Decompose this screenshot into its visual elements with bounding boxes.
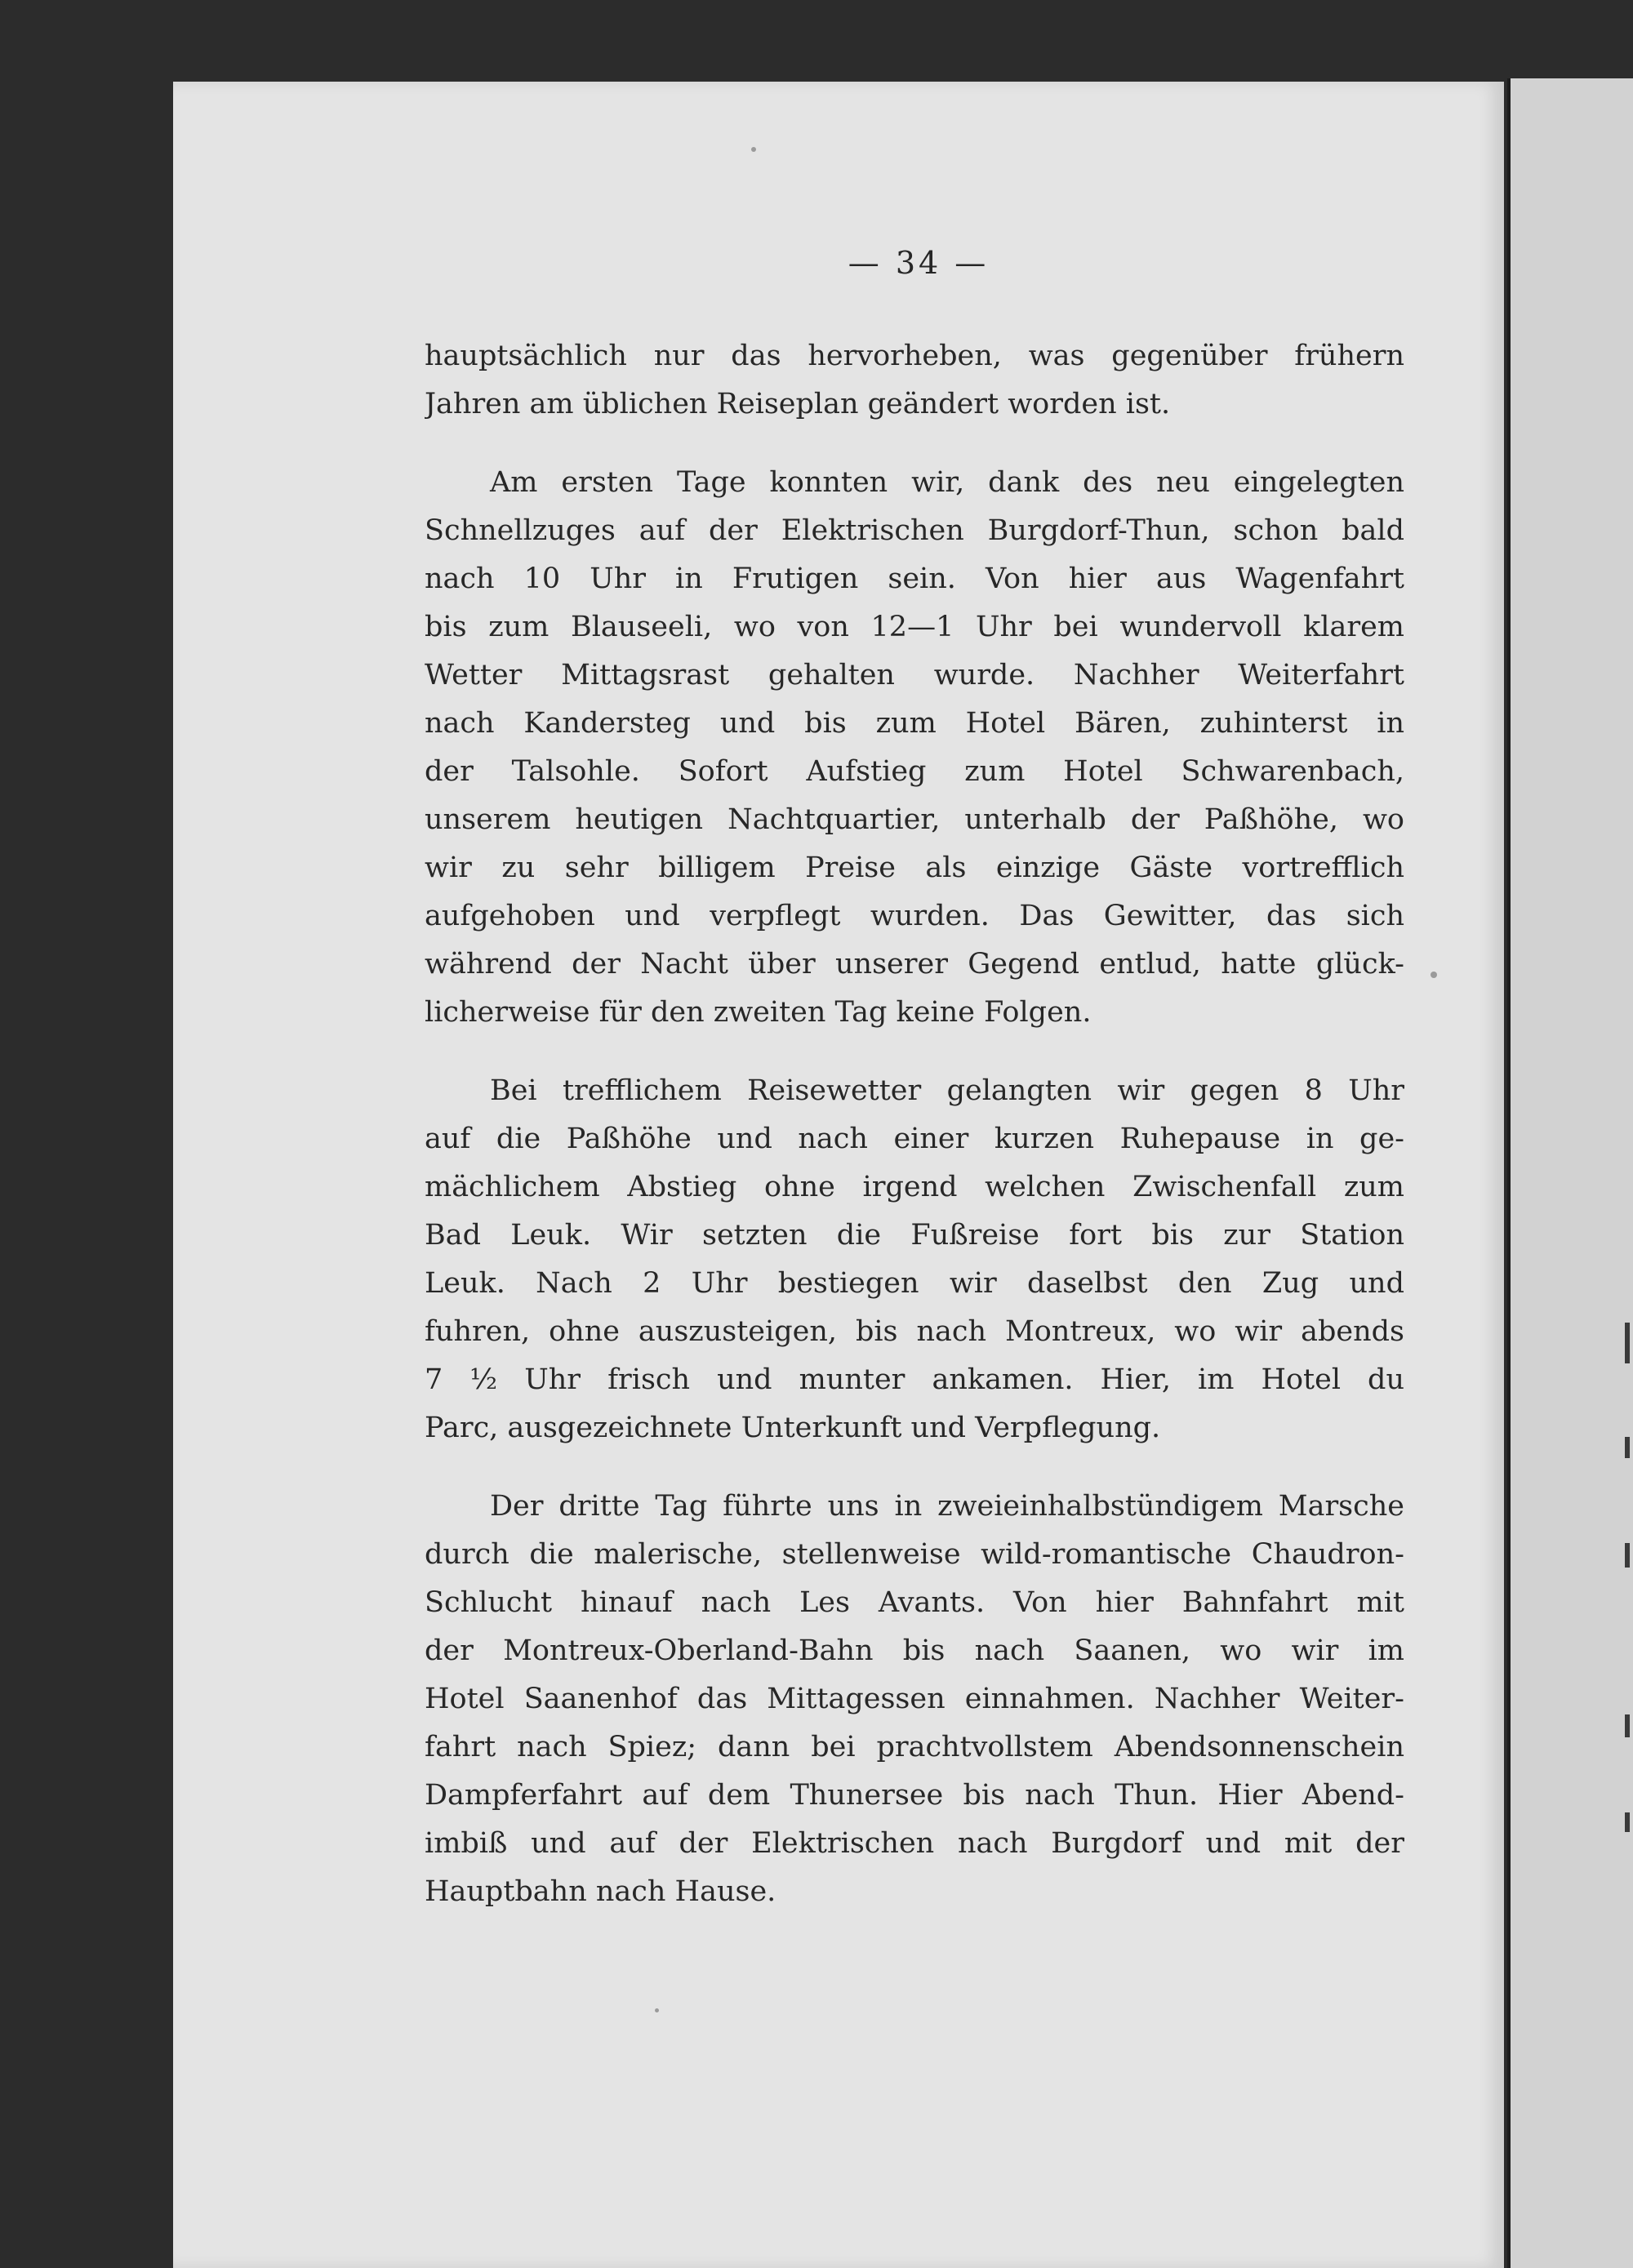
text-line: nach Kandersteg und bis zum Hotel Bären, zuhinterst in [425, 707, 1404, 740]
text-line: Bei trefflichem Reisewetter gelangten wir gegen 8 Uhr [490, 1074, 1404, 1107]
text-line: licherweise für den zweiten Tag keine Folgen. [425, 996, 1092, 1029]
edge-mark [1625, 1543, 1630, 1568]
text-line: hauptsächlich nur das hervorheben, was gegenüber frühern [425, 340, 1404, 372]
text-line: wir zu sehr billigem Preise als einzige Gäste vortrefflich [425, 852, 1404, 884]
text-line: mächlichem Abstieg ohne irgend welchen Zwischenfall zum [425, 1171, 1404, 1203]
text-line: fuhren, ohne auszusteigen, bis nach Montreux, wo wir abends [425, 1315, 1404, 1348]
text-line: während der Nacht über unserer Gegend entlud, hatte glück- [425, 948, 1404, 981]
text-line: Schnellzuges auf der Elektrischen Burgdorf-Thun, schon bald [425, 514, 1404, 547]
adjacent-page-edge [1507, 78, 1633, 2268]
body-text [425, 332, 1404, 1946]
paragraph [425, 1067, 1404, 1452]
paper-speck [751, 147, 756, 152]
text-line: Jahren am üblichen Reiseplan geändert worden ist. [425, 388, 1171, 420]
text-line: Am ersten Tage konnten wir, dank des neu eingelegten [490, 466, 1404, 499]
text-line: Parc, ausgezeichnete Unterkunft und Verpflegung. [425, 1412, 1161, 1444]
text-line: fahrt nach Spiez; dann bei prachtvollstem Abendsonnenschein [425, 1731, 1404, 1763]
edge-mark [1625, 1323, 1630, 1363]
text-line: Hauptbahn nach Hause. [425, 1875, 776, 1908]
paper-speck [655, 2008, 659, 2012]
text-line: durch die malerische, stellenweise wild-romantische Chaudron- [425, 1538, 1404, 1571]
text-line: imbiß und auf der Elektrischen nach Burgdorf und mit der [425, 1827, 1404, 1860]
text-line: der Montreux-Oberland-Bahn bis nach Saanen, wo wir im [425, 1634, 1404, 1667]
text-line: Dampferfahrt auf dem Thunersee bis nach Thun. Hier Abend- [425, 1779, 1404, 1812]
edge-mark [1625, 1437, 1630, 1458]
text-line: Bad Leuk. Wir setzten die Fußreise fort bis zur Station [425, 1219, 1404, 1252]
text-line: 7 ½ Uhr frisch und munter ankamen. Hier, im Hotel du [425, 1363, 1404, 1396]
text-line: nach 10 Uhr in Frutigen sein. Von hier aus Wagenfahrt [425, 563, 1404, 595]
paragraph [425, 459, 1404, 1037]
text-line: Der dritte Tag führte uns in zweieinhalbstündigem Marsche [490, 1490, 1404, 1523]
paragraph [425, 1483, 1404, 1916]
page-number: — 34 — [848, 245, 990, 281]
text-line: Leuk. Nach 2 Uhr bestiegen wir daselbst den Zug und [425, 1267, 1404, 1300]
text-line: bis zum Blauseeli, wo von 12—1 Uhr bei wundervoll klarem [425, 611, 1404, 643]
text-line: Hotel Saanenhof das Mittagessen einnahmen. Nachher Weiter- [425, 1683, 1404, 1715]
text-line: unserem heutigen Nachtquartier, unterhalb der Paßhöhe, wo [425, 803, 1404, 836]
text-line: auf die Paßhöhe und nach einer kurzen Ruhepause in ge- [425, 1123, 1404, 1155]
edge-mark [1625, 1812, 1630, 1832]
text-line: Schlucht hinauf nach Les Avants. Von hier Bahnfahrt mit [425, 1586, 1404, 1619]
text-line: Wetter Mittagsrast gehalten wurde. Nachher Weiterfahrt [425, 659, 1404, 692]
edge-mark [1625, 1714, 1630, 1737]
paragraph [425, 332, 1404, 429]
text-line: aufgehoben und verpflegt wurden. Das Gewitter, das sich [425, 900, 1404, 932]
text-line: der Talsohle. Sofort Aufstieg zum Hotel Schwarenbach, [425, 755, 1404, 788]
paper-speck [1431, 972, 1437, 978]
